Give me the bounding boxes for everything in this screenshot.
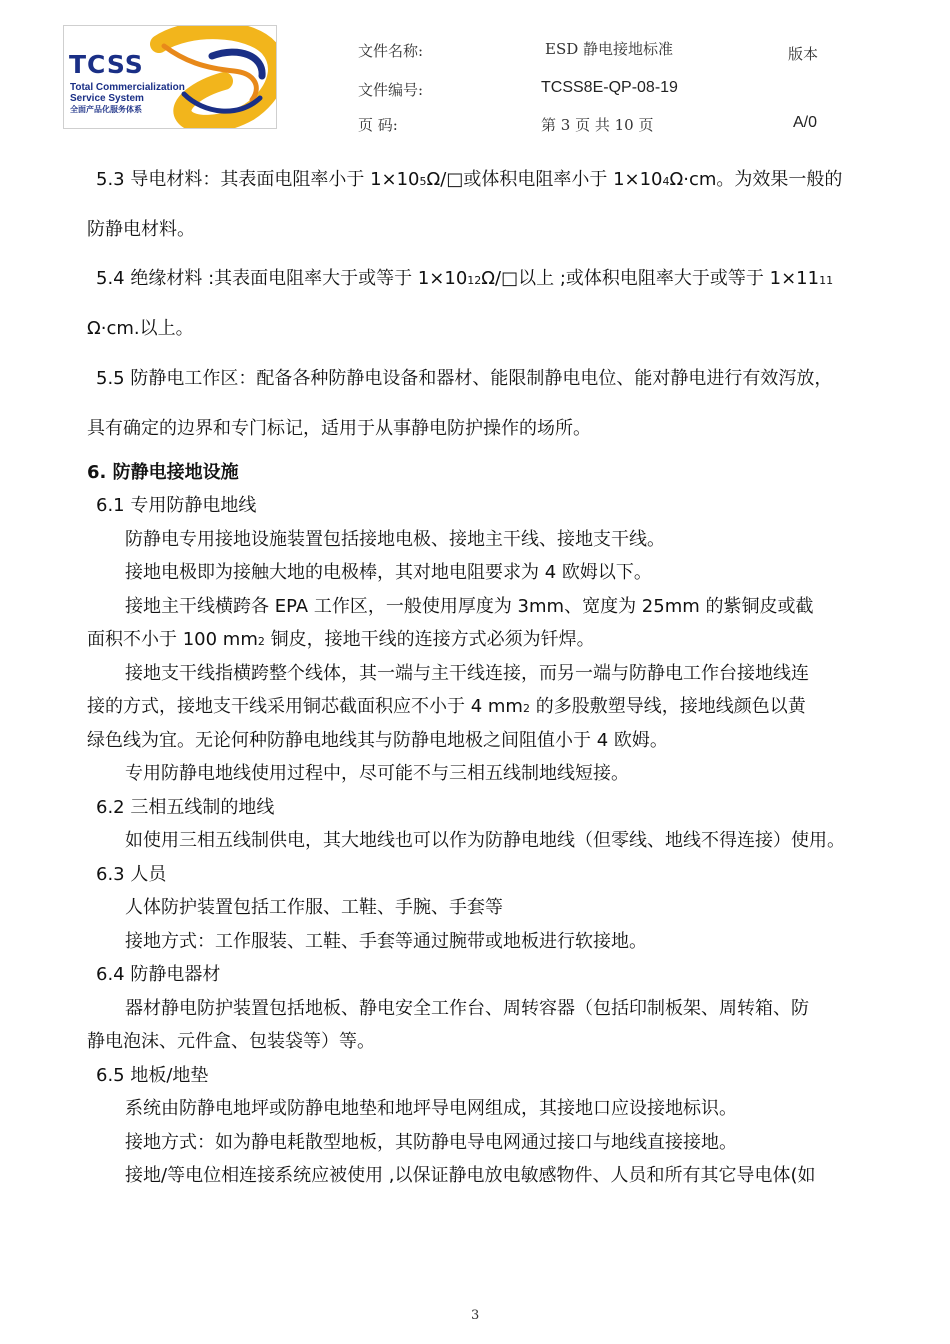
- paragraph: 静电泡沫、元件盒、包装袋等）等。: [87, 1031, 375, 1052]
- paragraph: 接地方式：工作服装、工鞋、手套等通过腕带或地板进行软接地。: [125, 931, 647, 952]
- paragraph: 如使用三相五线制供电，其大地线也可以作为防静电地线（但零线、地线不得连接）使用。: [125, 830, 845, 851]
- subscript: 4: [662, 175, 670, 188]
- section-5-4-line2: Ω·cm.以上。: [87, 318, 194, 339]
- page-label: 页 码:: [358, 116, 398, 134]
- text: Ω/□或体积电阻率小于 1×10: [426, 169, 663, 190]
- paragraph: 器材静电防护装置包括地板、静电安全工作台、周转容器（包括印制板架、周转箱、防: [125, 998, 809, 1019]
- text: 接的方式，接地支干线采用铜芯截面积应不小于 4 mm: [87, 696, 523, 717]
- section-6-3-heading: 6.3 人员: [96, 864, 167, 885]
- logo-line1: Total Commercialization: [70, 82, 185, 93]
- paragraph: [87, 629, 595, 653]
- text: Ω·cm。为效果一般的: [669, 169, 843, 190]
- section-5-5-line1: 5.5 防静电工作区：配备各种防静电设备和器材、能限制静电电位、能对静电进行有效泻放，: [96, 368, 833, 389]
- paragraph: [87, 696, 806, 720]
- page-value: 第 3 页 共 10 页: [541, 116, 654, 134]
- subscript: 2: [257, 635, 265, 648]
- section-5-3-line1: [96, 169, 842, 193]
- paragraph: 绿色线为宜。无论何种防静电地线其与防静电地极之间阻值小于 4 欧姆。: [87, 730, 668, 751]
- section-5-5-line2: 具有确定的边界和专门标记，适用于从事静电防护操作的场所。: [87, 418, 591, 439]
- tcss-logo: [63, 25, 277, 129]
- subscript: 2: [522, 702, 530, 715]
- section-6-2-heading: 6.2 三相五线制的地线: [96, 797, 275, 818]
- section-6-5-heading: 6.5 地板/地垫: [96, 1065, 209, 1086]
- paragraph: 接地电极即为接触大地的电极棒，其对地电阻要求为 4 欧姆以下。: [125, 562, 652, 583]
- section-6-1-heading: 6.1 专用防静电地线: [96, 495, 257, 516]
- paragraph: 防静电专用接地设施装置包括接地电极、接地主干线、接地支干线。: [125, 529, 665, 550]
- version-label: 版本: [788, 45, 819, 63]
- subscript: 5: [419, 175, 427, 188]
- section-5-4-line1: [96, 268, 833, 292]
- logo-line2: Service System: [70, 93, 144, 104]
- logo-brand: TCSS: [69, 50, 144, 79]
- paragraph: 接地支干线指横跨整个线体，其一端与主干线连接，而另一端与防静电工作台接地线连: [125, 663, 809, 684]
- logo-line3: 全面产品化服务体系: [70, 105, 142, 114]
- doc-no: TCSS8E-QP-08-19: [541, 79, 678, 96]
- paragraph: 接地/等电位相连接系统应被使用 ,以保证静电放电敏感物件、人员和所有其它导电体(如: [125, 1165, 816, 1186]
- doc-name-label: 文件名称:: [358, 42, 424, 60]
- paragraph: 系统由防静电地坪或防静电地垫和地坪导电网组成，其接地口应设接地标识。: [125, 1098, 737, 1119]
- paragraph: 接地主干线横跨各 EPA 工作区，一般使用厚度为 3mm、宽度为 25mm 的紫铜皮或截: [125, 596, 814, 617]
- doc-name: ESD 静电接地标准: [545, 40, 674, 58]
- text: 面积不小于 100 mm: [87, 629, 258, 650]
- paragraph: 接地方式：如为静电耗散型地板，其防静电导电网通过接口与地线直接接地。: [125, 1132, 737, 1153]
- text: 5.3 导电材料：其表面电阻率小于 1×10: [96, 169, 420, 190]
- text: Ω/□以上 ;或体积电阻率大于或等于 1×11: [481, 268, 820, 289]
- subscript: 12: [467, 274, 482, 287]
- doc-no-label: 文件编号:: [358, 81, 424, 99]
- section-6-4-heading: 6.4 防静电器材: [96, 964, 221, 985]
- text: 5.4 绝缘材料 :其表面电阻率大于或等于 1×10: [96, 268, 468, 289]
- version-value: A/0: [793, 114, 818, 131]
- paragraph: 专用防静电地线使用过程中，尽可能不与三相五线制地线短接。: [125, 763, 629, 784]
- paragraph: 人体防护装置包括工作服、工鞋、手腕、手套等: [125, 897, 503, 918]
- section-5-3-line2: 防静电材料。: [87, 219, 195, 240]
- subscript: 11: [819, 274, 834, 287]
- text: 的多股敷塑导线，接地线颜色以黄: [529, 696, 806, 717]
- section-6-heading: 6. 防静电接地设施: [87, 462, 239, 483]
- text: 铜皮，接地干线的连接方式必须为钎焊。: [264, 629, 595, 650]
- page-number: 3: [471, 1308, 480, 1323]
